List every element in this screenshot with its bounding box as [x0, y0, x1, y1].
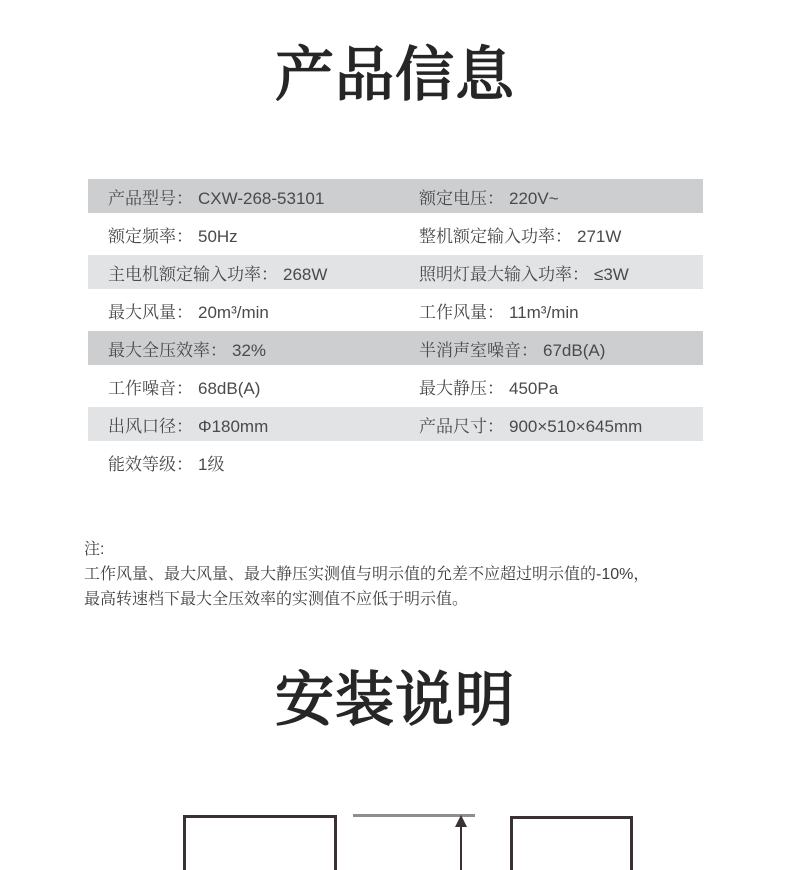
spec-label: 能效等级：: [108, 454, 193, 474]
notes-heading: 注:: [84, 541, 105, 558]
spec-cell: [88, 336, 419, 361]
spec-label: 出风口径：: [108, 416, 193, 436]
spec-value: 271W: [577, 226, 622, 246]
spec-row-model-voltage: [88, 177, 703, 215]
install-title: 安装说明: [274, 667, 515, 733]
spec-label: 额定频率：: [108, 226, 193, 246]
spec-row-worknoise-pressure: [88, 367, 703, 405]
spec-cell: [419, 412, 703, 437]
spec-row-energy-rating: [88, 443, 703, 481]
spec-value: 900×510×645mm: [509, 416, 643, 436]
spec-label: 照明灯最大输入功率：: [419, 264, 589, 284]
spec-label: 工作噪音：: [108, 378, 193, 398]
spec-label: 半消声室噪音：: [419, 340, 538, 360]
spec-row-airflow: [88, 291, 703, 329]
spec-value: 220V~: [509, 188, 559, 208]
spec-label: 整机额定输入功率：: [419, 226, 572, 246]
spec-row-outlet-size: [88, 405, 703, 443]
spec-label: 额定电压：: [419, 188, 504, 208]
spec-row-frequency-power: [88, 215, 703, 253]
spec-label: 工作风量：: [419, 302, 504, 322]
spec-cell: [88, 450, 419, 475]
spec-value: 268W: [283, 264, 328, 284]
spec-cell: [419, 298, 703, 323]
spec-cell: [419, 260, 703, 285]
spec-label: 产品型号：: [108, 188, 193, 208]
spec-cell: [88, 260, 419, 285]
spec-label: 主电机额定输入功率：: [108, 264, 278, 284]
spec-value: ≤3W: [594, 264, 629, 284]
spec-cell: [88, 298, 419, 323]
spec-cell: [419, 374, 703, 399]
cabinet-right-outline: [510, 816, 633, 870]
spec-cell: [88, 412, 419, 437]
spec-value: 11m³/min: [509, 302, 579, 322]
notes-line-1: 工作风量、最大风量、最大静压实测值与明示值的允差不应超过明示值的-10%，: [84, 566, 650, 583]
spec-row-efficiency-noise: [88, 329, 703, 367]
spec-value: Φ180mm: [198, 416, 269, 436]
spec-value: CXW-268-53101: [198, 188, 325, 208]
spec-value: 68dB(A): [198, 378, 261, 398]
spec-value: 20m³/min: [198, 302, 269, 322]
spec-cell: [88, 184, 419, 209]
spec-cell: [419, 222, 703, 247]
spec-cell: [88, 374, 419, 399]
spec-value: 50Hz: [198, 226, 238, 246]
spec-row-motor-lamp: [88, 253, 703, 291]
up-arrow-icon: [455, 815, 467, 827]
spec-value: 450Pa: [509, 378, 559, 398]
spec-value: 67dB(A): [543, 340, 606, 360]
notes-block: [84, 537, 649, 612]
spec-cell: [88, 222, 419, 247]
cabinet-left-outline: [183, 815, 337, 870]
installation-diagram: [0, 780, 790, 870]
height-arrow-shaft: [460, 825, 462, 870]
spec-label: 最大全压效率：: [108, 340, 227, 360]
spec-cell: [419, 184, 703, 209]
notes-line-2: 最高转速档下最大全压效率的实测值不应低于明示值。: [84, 591, 469, 608]
spec-label: 最大静压：: [419, 378, 504, 398]
spec-label: 最大风量：: [108, 302, 193, 322]
spec-cell: [419, 336, 703, 361]
spec-table: [88, 177, 703, 481]
spec-value: 32%: [232, 340, 267, 360]
product-info-title: 产品信息: [274, 42, 515, 108]
spec-cell: [419, 452, 703, 472]
spec-value: 1级: [198, 454, 225, 474]
spec-label: 产品尺寸：: [419, 416, 504, 436]
